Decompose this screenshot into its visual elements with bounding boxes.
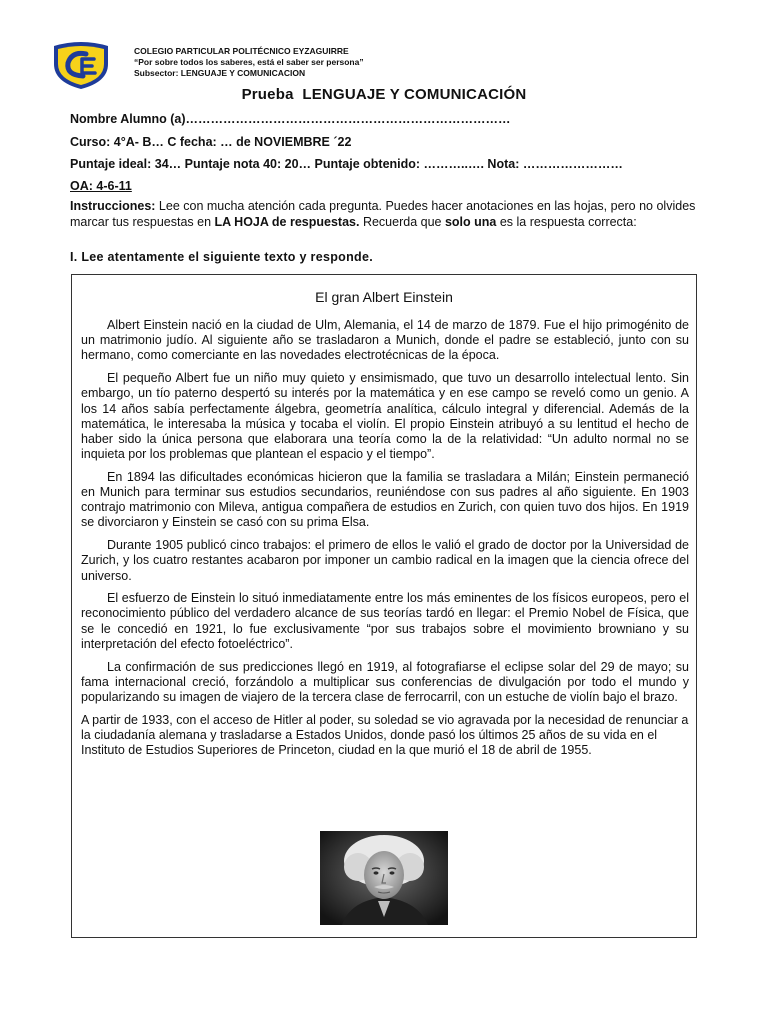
course-date-field: Curso: 4°A- B… C fecha: … de NOVIEMBRE ´22 — [70, 135, 352, 149]
reading-text — [81, 318, 689, 766]
reading-paragraph: El esfuerzo de Einstein lo situó inmediatamente entre los más eminentes de los físicos europeos, pero el reconocimiento público del verdadero alcance de sus teorías tardó en llegar: el Premio Nobel de Física, que se le concedió en 1921, lo fue exclusivamente “por sus trabajos sobre el movimiento browniano y su interpretación del efecto fotoeléctrico”. — [81, 591, 689, 651]
instructions-text-3: es la respuesta correcta: — [496, 214, 637, 229]
reading-paragraph: Durante 1905 publicó cinco trabajos: el primero de ellos le valió el grado de doctor por la Universidad de Zurich, y los cuatro restantes acabaron por imponer un cambio radical en la imagen que la ciencia ofrece del universo. — [81, 538, 689, 583]
instructions-only-one: solo una — [444, 214, 497, 229]
scores-field: Puntaje ideal: 34… Puntaje nota 40: 20… Puntaje obtenido: ………..…. Nota: …………………… — [70, 157, 623, 171]
school-name: COLEGIO PARTICULAR POLITÉCNICO EYZAGUIRRE — [134, 46, 349, 56]
subsector: Subsector: LENGUAJE Y COMUNICACION — [134, 68, 306, 78]
reading-paragraph: El pequeño Albert fue un niño muy quieto y ensimismado, que tuvo un desarrollo intelectual lento. Sin embargo, un tío paterno despertó su interés por la matemática y en ese campo se reveló como un genio. A los 14 años sabía perfectamente álgebra, geometría analítica, cálculo integral y diferencial. Además de la matemática, le interesaba la música y tocaba el violín. El propio Einstein atribuyó a su lentitud el hecho de haber sido la única persona que elaborara una teoría como la de la relatividad: “Un adulto normal no se inquieta por los problemas que plantean el espacio y el tiempo”. — [81, 371, 689, 462]
reading-paragraph: Albert Einstein nació en la ciudad de Ulm, Alemania, el 14 de marzo de 1879. Fue el hijo primogénito de un matrimonio judío. Al siguiente año se trasladaron a Munich, donde el padre se estableció, junto con su hermano, como comerciante en las novedades electrotécnicas de la época. — [81, 318, 689, 363]
exam-title: Prueba LENGUAJE Y COMUNICACIÓN — [241, 86, 527, 103]
instructions-text-2: Recuerda que — [359, 214, 445, 229]
einstein-portrait — [320, 831, 448, 925]
section-heading: I. Lee atentamente el siguiente texto y responde. — [70, 250, 373, 264]
reading-paragraph: La confirmación de sus predicciones llegó en 1919, al fotografiarse el eclipse solar del 29 de mayo; su fama internacional creció, forzándolo a multiplicar sus conferencias de divulgación por todo el mundo y popularizando su imagen de viajero de la tercera clase de ferrocarril, con un estuche de violín bajo el brazo. — [81, 659, 689, 704]
learning-objectives: OA: 4-6-11 — [70, 179, 132, 193]
reading-box — [71, 274, 697, 938]
reading-paragraph: A partir de 1933, con el acceso de Hitler al poder, su soledad se vio agravada por la necesidad de renunciar a la ciudadanía alemana y trasladarse a Estados Unidos, donde pasó los últimos 25 años de su vida en el Instituto de Estudios Superiores de Princeton, ciudad en la que murió el 18 de abril de 1955. — [81, 712, 689, 758]
instructions-answer-sheet: LA HOJA de respuestas. — [214, 214, 360, 229]
school-logo — [50, 40, 112, 90]
school-motto: “Por sobre todos los saberes, está el saber ser persona” — [134, 57, 364, 67]
reading-paragraph: En 1894 las dificultades económicas hicieron que la familia se trasladara a Milán; Einstein permaneció en Munich para terminar sus estudios secundarios, reuniéndose con sus padres al año siguiente. En 1903 contrajo matrimonio con Mileva, antigua compañera de estudios en Zurich, con quien tuvo dos hijos. En 1919 se divorciaron y Einstein se casó con su prima Elsa. — [81, 469, 689, 530]
reading-title: El gran Albert Einstein — [315, 289, 453, 305]
instructions-text-1: Lee con mucha atención cada pregunta. Puedes hacer anotaciones en las hojas, pero no olvides marcar tus respuestas en — [70, 199, 696, 229]
school-info — [134, 46, 364, 79]
school-header — [50, 40, 730, 90]
student-name-field: Nombre Alumno (a)…………………………………………………………………… — [70, 112, 511, 126]
instructions-label: Instrucciones: — [70, 199, 156, 213]
instructions — [70, 199, 698, 230]
